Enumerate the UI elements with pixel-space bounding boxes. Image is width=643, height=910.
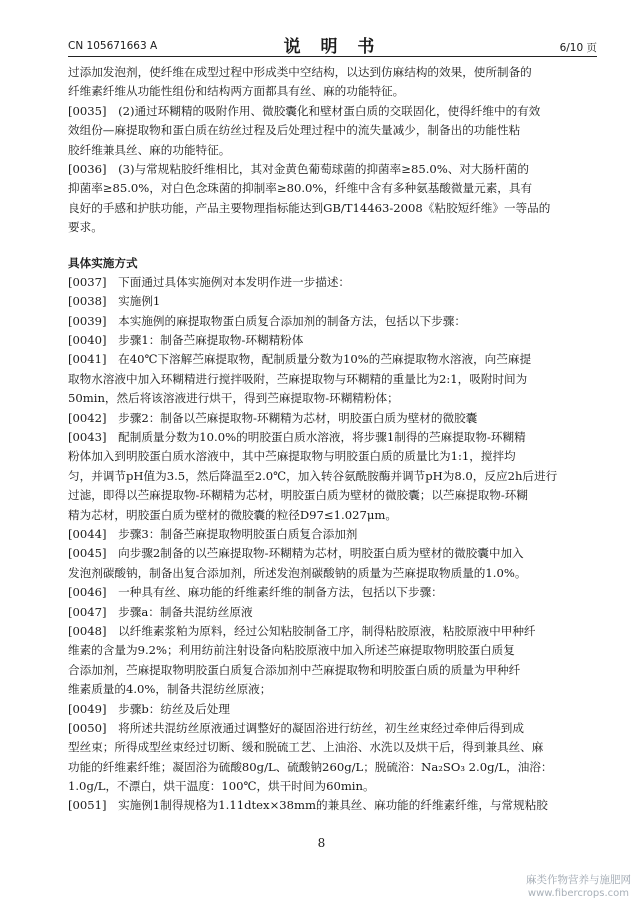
text-line: 功能的纤维素纤维；凝固浴为硫酸80g/L、硫酸钠260g/L；脱硫浴：Na₂SO₃ 2.0g/L，油浴： bbox=[68, 759, 553, 774]
text-line: [0038] 实施例1 bbox=[68, 294, 161, 309]
page-indicator: 6/10 页 bbox=[559, 42, 597, 54]
text-line: 粉体加入到明胶蛋白质水溶液中，其中苎麻提取物与明胶蛋白质的质量比为1:1，搅拌均 bbox=[68, 449, 516, 464]
page-header bbox=[68, 26, 597, 57]
text-line: [0046] 一种具有丝、麻功能的纤维素纤维的制备方法，包括以下步骤： bbox=[68, 585, 443, 600]
text-line: [0044] 步骤3：制备苎麻提取物明胶蛋白质复合添加剂 bbox=[68, 526, 358, 541]
text-line: 合添加剂，苎麻提取物明胶蛋白质复合添加剂中苎麻提取物和明胶蛋白质的质量为甲种纤 bbox=[68, 662, 521, 677]
text-line: 取物水溶液中加入环糊精进行搅拌吸附，苎麻提取物与环糊精的重量比为2:1，吸附时间为 bbox=[68, 371, 528, 386]
text-line: 精为芯材，明胶蛋白质为壁材的微胶囊的粒径D97≤1.027μm。 bbox=[68, 507, 397, 522]
text-line: [0039] 本实施例的麻提取物蛋白质复合添加剂的制备方法，包括以下步骤： bbox=[68, 313, 466, 328]
text-line: [0043] 配制质量分数为10.0%的明胶蛋白质水溶液，将步骤1制得的苎麻提取物-环糊精 bbox=[68, 430, 526, 445]
text-line: 匀，并调节pH值为3.5，然后降温至2.0℃，加入转谷氨酰胺酶并调节pH为8.0，反应2h后进行 bbox=[68, 468, 558, 483]
text-line: 维素质量的4.0%，制备共混纺丝原液； bbox=[68, 682, 272, 697]
text-line: [0048] 以纤维素浆粕为原料，经过公知粘胶制备工序，制得粘胶原液，粘胶原液中甲种纤 bbox=[68, 623, 536, 638]
text-line: 抑菌率≥85.0%，对白色念珠菌的抑制率≥80.0%，纤维中含有多种氨基酸微量元素，具有 bbox=[68, 181, 533, 196]
text-line: 胶纤维兼具丝、麻的功能特征。 bbox=[68, 142, 231, 157]
spacer bbox=[68, 246, 596, 254]
section-heading: 具体实施方式 bbox=[68, 255, 138, 270]
text-line: [0036] (3)与常规粘胶纤维相比，其对金黄色葡萄球菌的抑菌率≥85.0%、对大肠杆菌的 bbox=[68, 161, 529, 176]
watermark-text: 麻类作物营养与施肥网 bbox=[526, 874, 631, 886]
spacer bbox=[68, 238, 596, 246]
text-line: 纤维素纤维从功能性组份和结构两方面都具有丝、麻的功能特征。 bbox=[68, 84, 405, 99]
patent-number: CN 105671663 A bbox=[68, 40, 158, 52]
text-line: 效组份—麻提取物和蛋白质在纺丝过程及后处理过程中的流失量减少，制备出的功能性粘 bbox=[68, 123, 521, 138]
text-line: 过添加发泡剂，使纤维在成型过程中形成类中空结构，以达到仿麻结构的效果，使所制备的 bbox=[68, 65, 532, 79]
text-line: [0042] 步骤2：制备以苎麻提取物-环糊精为芯材，明胶蛋白质为壁材的微胶囊 bbox=[68, 410, 478, 425]
text-line: [0047] 步骤a：制备共混纺丝原液 bbox=[68, 604, 253, 619]
text-line: 发泡剂碳酸钠，制备出复合添加剂，所述发泡剂碳酸钠的质量为苎麻提取物质量的1.0%。 bbox=[68, 565, 527, 580]
text-line: [0041] 在40℃下溶解苎麻提取物，配制质量分数为10%的苎麻提取物水溶液，向苎麻提 bbox=[68, 352, 532, 367]
text-line: [0049] 步骤b：纺丝及后处理 bbox=[68, 701, 230, 716]
text-line: [0040] 步骤1：制备苎麻提取物-环糊精粉体 bbox=[68, 333, 304, 348]
text-line: 维素的含量为9.2%；利用纺前注射设备向粘胶原液中加入所述苎麻提取物明胶蛋白质复 bbox=[68, 643, 515, 658]
watermark-url: www.fibercrops.com bbox=[527, 888, 629, 899]
text-line: 1.0g/L，不漂白，烘干温度：100℃，烘干时间为60min。 bbox=[68, 779, 375, 794]
text-line: [0035] (2)通过环糊精的吸附作用、微胶囊化和壁材蛋白质的交联固化，使得纤维中的有效 bbox=[68, 103, 541, 118]
page-number: 8 bbox=[317, 836, 326, 850]
text-line: [0037] 下面通过具体实施例对本发明作进一步描述： bbox=[68, 274, 351, 289]
text-line: 型丝束；所得成型丝束经过切断、缓和脱硫工艺、上油浴、水洗以及烘干后，得到兼具丝、麻 bbox=[68, 740, 544, 755]
text-line: 50min，然后将该溶液进行烘干，得到苎麻提取物-环糊精粉体； bbox=[68, 391, 399, 406]
text-line: 良好的手感和护肤功能，产品主要物理指标能达到GB/T14463-2008《粘胶短纤维》一等品的 bbox=[68, 200, 551, 215]
text-line: [0050] 将所述共混纺丝原液通过调整好的凝固浴进行纺丝，初生丝束经过牵伸后得到成 bbox=[68, 720, 524, 735]
document-body bbox=[68, 63, 596, 816]
text-line: 要求。 bbox=[68, 220, 103, 235]
text-line: [0051] 实施例1制得规格为1.11dtex×38mm的兼具丝、麻功能的纤维素纤维，与常规粘胶 bbox=[68, 798, 548, 813]
document-title: 说 明 书 bbox=[283, 37, 382, 57]
text-line: 过滤，即得以苎麻提取物-环糊精为芯材，明胶蛋白质为壁材的微胶囊；以苎麻提取物-环糊 bbox=[68, 488, 528, 503]
text-line: [0045] 向步骤2制备的以苎麻提取物-环糊精为芯材，明胶蛋白质为壁材的微胶囊中加入 bbox=[68, 546, 524, 561]
